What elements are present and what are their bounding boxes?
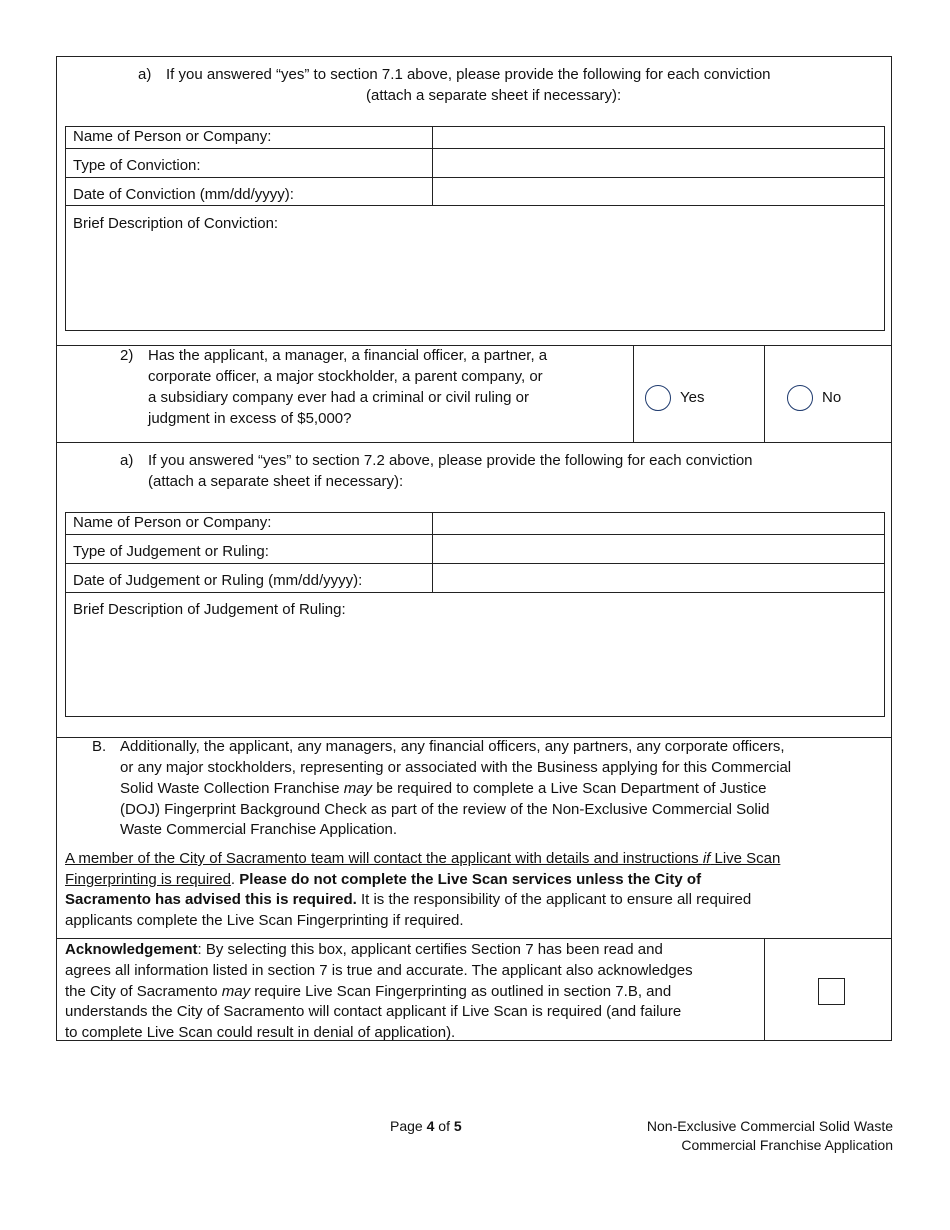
- acknowledgement-line1: Acknowledgement: By selecting this box, applicant certifies Section 7 has been read and: [65, 941, 663, 958]
- question-2-no-radio[interactable]: [787, 385, 813, 411]
- acknowledgement-line4: understands the City of Sacramento will contact applicant if Live Scan is required (and failure: [65, 1003, 682, 1020]
- question-2-line2: corporate officer, a major stockholder, a parent company, or: [148, 368, 543, 385]
- section-7-2-a-marker: a): [120, 452, 134, 469]
- acknowledgement-line2: agrees all information listed in section 7 is true and accurate. The applicant also acknowledges: [65, 962, 693, 979]
- section-7-1-a-marker: a): [138, 66, 152, 83]
- conviction-type-label: Type of Conviction:: [73, 157, 201, 174]
- acknowledgement-line3: the City of Sacramento may require Live Scan Fingerprinting as outlined in section 7.B, and: [65, 983, 672, 1000]
- conviction-type-input[interactable]: [433, 149, 884, 177]
- section-7-2-a-line1: If you answered “yes” to section 7.2 above, please provide the following for each conviction: [148, 452, 753, 469]
- footer-doc-title-2: Commercial Franchise Application: [681, 1137, 893, 1153]
- section-b-line2: or any major stockholders, representing or associated with the Business applying for this Commercial: [120, 759, 792, 776]
- section-b-line1: Additionally, the applicant, any managers, any financial officers, any partners, any corporate officers,: [120, 738, 785, 755]
- footer-doc-title-1: Non-Exclusive Commercial Solid Waste: [646, 1118, 893, 1134]
- conviction-description-label: Brief Description of Conviction:: [73, 215, 279, 232]
- section-b-line3: Solid Waste Collection Franchise may be required to complete a Live Scan Department of Justice: [120, 780, 767, 797]
- question-2-line4: judgment in excess of $5,000?: [148, 410, 352, 427]
- section-7-2-a-line2: (attach a separate sheet if necessary):: [148, 473, 404, 490]
- question-2-yes-label: Yes: [680, 389, 705, 406]
- judgement-name-input[interactable]: [433, 513, 884, 534]
- section-7-1-a-line2: (attach a separate sheet if necessary):: [366, 87, 622, 104]
- question-2-number: 2): [120, 347, 134, 364]
- acknowledgement-line5: to complete Live Scan could result in denial of application).: [65, 1024, 456, 1041]
- judgement-date-input[interactable]: [433, 564, 884, 592]
- live-scan-notice-line1: A member of the City of Sacramento team will contact the applicant with details and instructions if Live Scan: [65, 850, 781, 867]
- page-number: Page 4 of 5: [390, 1118, 462, 1134]
- judgement-type-input[interactable]: [433, 535, 884, 563]
- conviction-date-input[interactable]: [433, 178, 884, 205]
- question-2-line3: a subsidiary company ever had a criminal or civil ruling or: [148, 389, 529, 406]
- conviction-name-input[interactable]: [433, 127, 884, 148]
- section-7-1-a-line1: If you answered “yes” to section 7.1 above, please provide the following for each conviction: [166, 66, 771, 83]
- live-scan-notice-line3: Sacramento has advised this is required. It is the responsibility of the applicant to ensure all required: [65, 891, 752, 908]
- section-b-marker: B.: [92, 738, 107, 755]
- judgement-name-label: Name of Person or Company:: [73, 514, 272, 531]
- question-2-no-label: No: [822, 389, 842, 406]
- live-scan-notice-line2: Fingerprinting is required. Please do not complete the Live Scan services unless the City of: [65, 871, 702, 888]
- judgement-description-input[interactable]: [66, 622, 884, 716]
- question-2-line1: Has the applicant, a manager, a financial officer, a partner, a: [148, 347, 548, 364]
- section-b-line4: (DOJ) Fingerprint Background Check as part of the review of the Non-Exclusive Commercial Solid: [120, 801, 770, 818]
- conviction-description-input[interactable]: [66, 236, 884, 330]
- conviction-date-label: Date of Conviction (mm/dd/yyyy):: [73, 186, 294, 203]
- judgement-description-label: Brief Description of Judgement of Ruling:: [73, 601, 346, 618]
- judgement-type-label: Type of Judgement or Ruling:: [73, 543, 269, 560]
- conviction-name-label: Name of Person or Company:: [73, 128, 272, 145]
- live-scan-notice-line4: applicants complete the Live Scan Fingerprinting if required.: [65, 912, 464, 929]
- section-b-line5: Waste Commercial Franchise Application.: [120, 821, 398, 838]
- question-2-yes-radio[interactable]: [645, 385, 671, 411]
- acknowledgement-checkbox[interactable]: [818, 978, 845, 1005]
- judgement-date-label: Date of Judgement or Ruling (mm/dd/yyyy):: [73, 572, 363, 589]
